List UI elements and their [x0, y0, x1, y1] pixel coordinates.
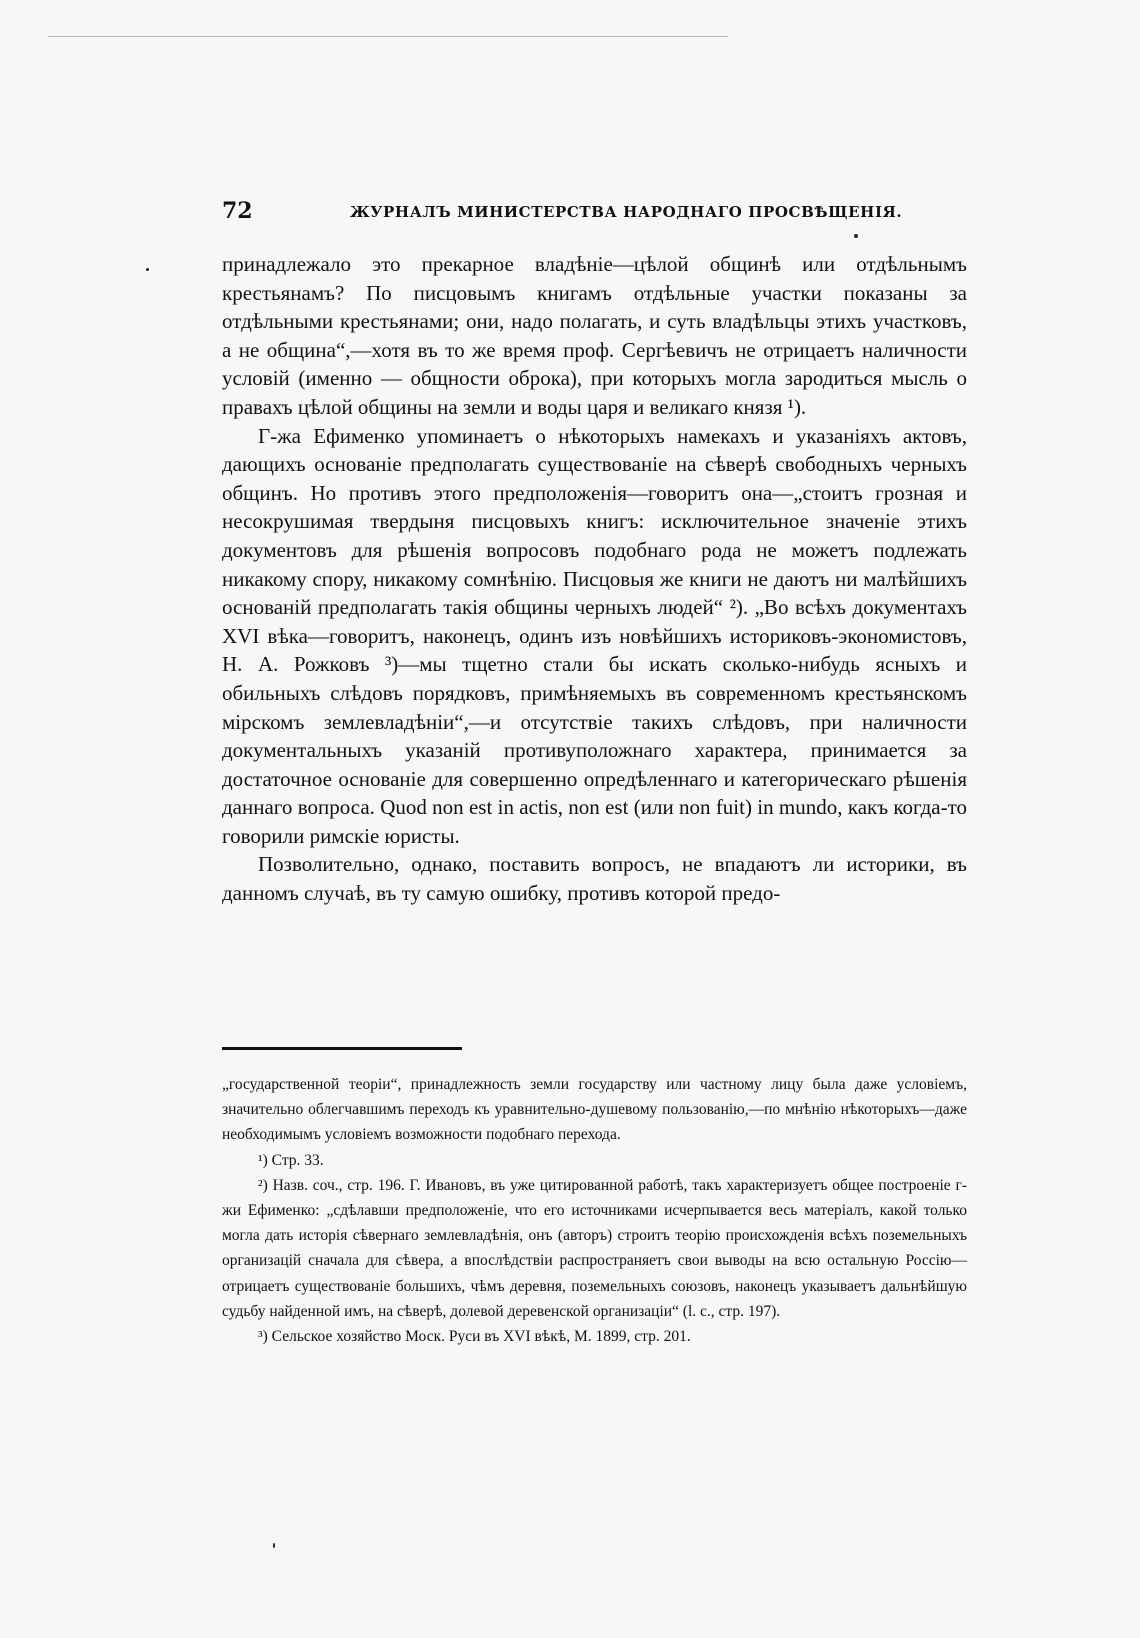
scan-speck: [146, 268, 149, 271]
scan-speck: [854, 234, 858, 238]
footnote: ³) Сельское хозяйство Моск. Руси въ XVI вѣкѣ, М. 1899, стр. 201.: [258, 1328, 691, 1346]
footnote: ¹) Стр. 33.: [258, 1151, 324, 1169]
running-title: ЖУРНАЛЪ МИНИСТЕРСТВА НАРОДНАГО ПРОСВѢЩЕНІЯ.: [350, 203, 903, 221]
main-text: [222, 250, 967, 908]
scan-speck: [273, 1543, 275, 1548]
footnote: ²) Назв. соч., стр. 196. Г. Ивановъ, въ уже цитированной работѣ, такъ характеризуетъ общее построеніе г-жи Ефименко: „сдѣлавши предположеніе, что его источниками исчерпывается весь матеріалъ, какой только могла дать исторія сѣвернаго землевладѣнія, онъ (авторъ) строитъ теорію происхожденія всѣхъ поземельныхъ организацій сначала для сѣвера, а впослѣдствіи распространяетъ свои выводы на всю остальную Россію—отрицаетъ существованіе большихъ, чѣмъ деревня, поземельныхъ союзовъ, наконецъ указываетъ дальнѣйшую судьбу найденной имъ, на сѣверѣ, долевой деревенской организаціи“ (l. c., стр. 197).: [222, 1176, 967, 1320]
footnote-rule: [222, 1047, 462, 1050]
footnotes: [222, 1072, 967, 1349]
paragraph: Позволительно, однако, поставить вопросъ, не впадаютъ ли историки, въ данномъ случаѣ, въ ту самую ошибку, противъ которой предо-: [222, 852, 967, 906]
page-number: 72: [222, 198, 253, 224]
page-header: [222, 198, 967, 228]
scan-edge-line: [48, 36, 728, 37]
footnote: „государственной теоріи“, принадлежность земли государству или частному лицу была даже условіемъ, значительно облегчавшимъ переходъ къ уравнительно-душевому пользованію,—по мнѣнію нѣкоторыхъ—даже необходимымъ условіемъ возможности подобнаго перехода.: [222, 1076, 967, 1144]
paragraph: принадлежало это прекарное владѣніе—цѣлой общинѣ или отдѣльнымъ крестьянамъ? По писцовымъ книгамъ отдѣльные участки показаны за отдѣльными крестьянами; они, надо полагать, и суть владѣльцы этихъ участковъ, а не община“,—хотя въ то же время проф. Сергѣевичъ не отрицаетъ наличности условій (именно — общности оброка), при которыхъ могла зародиться мысль о правахъ цѣлой общины на земли и воды царя и великаго князя ¹).: [222, 252, 967, 419]
paragraph: Г-жа Ефименко упоминаетъ о нѣкоторыхъ намекахъ и указаніяхъ актовъ, дающихъ основаніе предполагать существованіе на сѣверѣ свободныхъ черныхъ общинъ. Но противъ этого предположенія—говоритъ она—„стоитъ грозная и несокрушимая твердыня писцовыхъ книгъ: исключительное значеніе этихъ документовъ для рѣшенія вопросовъ подобнаго рода не можетъ подлежать никакому спору, никакому сомнѣнію. Писцовыя же книги не даютъ ни малѣйшихъ основаній предполагать такія общины черныхъ людей“ ²). „Во всѣхъ документахъ XVI вѣка—говоритъ, наконецъ, одинъ изъ новѣйшихъ историковъ-экономистовъ, Н. А. Рожковъ ³)—мы тщетно стали бы искать сколько-нибудь ясныхъ и обильныхъ слѣдовъ порядковъ, примѣняемыхъ въ современномъ крестьянскомъ мірскомъ землевладѣніи“,—и отсутствіе такихъ слѣдовъ, при наличности документальныхъ указаній противуположнаго характера, принимается за достаточное основаніе для совершенно опредѣленнаго и категорическаго рѣшенія даннаго вопроса. Quod non est in actis, non est (или non fuit) in mundo, какъ когда-то говорили римскіе юристы.: [222, 423, 967, 848]
